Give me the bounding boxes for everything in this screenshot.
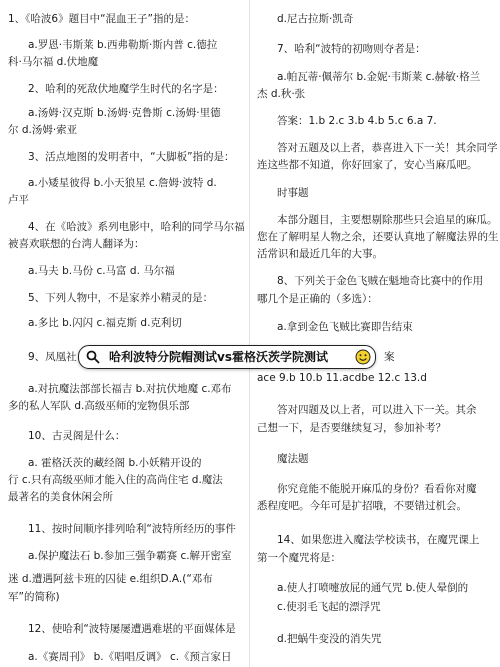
right-text-line: 第一个魔咒将是：	[257, 552, 341, 564]
left-text-line: 多的私人军队 d.高级巫师的宠物俱乐部	[8, 400, 190, 412]
left-text-line: 尔 d.汤姆·索亚	[8, 124, 78, 136]
right-text-line: c.使羽毛飞起的漂浮咒	[277, 601, 381, 613]
right-text-line: 己想一下，是否要继续复习，参加补考？	[257, 422, 446, 434]
left-text-line: 军”的简称)	[8, 591, 60, 603]
left-text-line: 11、按时间顺序排列哈利“波特所经历的事件	[28, 523, 236, 535]
right-text-line: a.帕瓦蒂·佩蒂尔 b.金妮·韦斯莱 c.赫敏·格兰	[277, 71, 481, 83]
right-text-line: ace 9.b 10.b 11.acdbe 12.c 13.d	[257, 372, 427, 384]
right-text-line: d.把蜗牛变没的消失咒	[277, 633, 382, 645]
right-text-line: 7、哈利“波特的初吻则夺者是：	[277, 43, 426, 55]
right-text-line: 哪几个是正确的（多选）：	[257, 293, 378, 305]
right-text-line: 连这些都不知道，你好回家了，安心当麻瓜吧。	[257, 159, 478, 171]
banner-title: 哈利波特分院帽测试vs霍格沃茨学院测试	[109, 350, 328, 364]
right-text-line: 你究竟能不能脱开麻瓜的身份？看看你对魔	[277, 483, 477, 495]
column-divider	[249, 0, 250, 667]
left-text-line: a.对抗魔法部部长福吉 b.对抗伏地魔 c.邓布	[28, 383, 232, 395]
left-text-line: 10、古灵阁是什么：	[28, 430, 126, 442]
smile-icon	[355, 349, 371, 365]
left-text-line: 科·马尔福 d.伏地魔	[8, 56, 99, 68]
right-text-line: 本部分题目，主要想剔除那些只会追星的麻瓜。	[277, 214, 498, 226]
left-text-line: a.罗恩·韦斯莱 b.西弗勒斯·斯内普 c.德拉	[28, 39, 218, 51]
right-text-line: 时事题	[277, 187, 309, 199]
right-text-line: 活常识和最近几年的大事。	[257, 248, 383, 260]
right-text-line: 杰 d.秋·张	[257, 88, 306, 100]
right-text-line: 答对五题及以上者，恭喜进入下一关！其余同学	[277, 142, 498, 154]
search-icon[interactable]	[85, 349, 101, 365]
left-text-line: 12、使哈利“波特屡屡遭遇难堪的平面媒体是	[28, 623, 236, 635]
left-text-line: 被喜欢联想的台湾人翻译为：	[8, 238, 145, 250]
left-text-line: a.《赛周刊》 b.《唱唱反调》 c.《预言家日	[28, 651, 232, 663]
left-text-line: 卢平	[8, 194, 29, 206]
left-text-line: a.小矮星彼得 b.小天狼星 c.詹姆·波特 d.	[28, 177, 217, 189]
right-text-line: a.拿到金色飞贼比赛即告结束	[277, 321, 413, 333]
right-text-line: 悉程度吧。今年可是扩招哦，不要错过机会。	[257, 500, 467, 512]
left-text-line: a.保护魔法石 b.参加三强争霸赛 c.解开密室	[28, 550, 232, 562]
left-text-line: 迷 d.遭遇阿兹卡班的囚徒 e.组织D.A.(“邓布	[8, 573, 213, 585]
right-text-line: 案	[384, 351, 395, 363]
right-text-line: 魔法题	[277, 453, 309, 465]
left-text-line: a.马夫 b.马份 c.马富 d. 马尔福	[28, 265, 175, 277]
left-text-line: a.多比 b.闪闪 c.福克斯 d.克利切	[28, 317, 182, 329]
left-text-line: 4、在《哈波》系列电影中，哈利的同学马尔福	[28, 221, 245, 233]
right-text-line: 14、如果您进入魔法学校读书，在魔咒课上	[277, 534, 480, 546]
right-text-line: 答对四题及以上者，可以进入下一关。其余	[277, 404, 477, 416]
quiz-title-banner[interactable]	[78, 345, 376, 369]
right-text-line: 您在了解明星人物之余，还要认真地了解魔法界的生	[257, 231, 499, 243]
right-text-line: 答案：1.b 2.c 3.b 4.b 5.c 6.a 7.	[277, 115, 437, 127]
left-text-line: 1、《哈波6》题目中“混血王子”指的是：	[8, 13, 195, 25]
left-text-line: 行 c.只有高级巫师才能入住的高尚住宅 d.魔法	[8, 474, 223, 486]
left-text-line: a. 霍格沃茨的藏经阁 b.小妖精开设的	[28, 457, 202, 469]
right-text-line: 8、下列关于金色飞贼在魁地奇比赛中的作用	[277, 275, 484, 287]
left-text-line: 3、活点地图的发明者中，“大脚板”指的是：	[28, 151, 235, 163]
left-text-line: 2、哈利的死敌伏地魔学生时代的名字是：	[28, 83, 224, 95]
right-text-line: a.使人打喷嚏放屁的通气咒 b.使人晕倒的	[277, 582, 469, 594]
right-column	[252, 0, 500, 667]
left-column	[0, 0, 248, 667]
left-text-line: a.汤姆·汉克斯 b.汤姆·克鲁斯 c.汤姆·里德	[28, 107, 221, 119]
left-text-line: 9、凤凰社	[28, 351, 77, 363]
left-text-line: 最著名的美食休闲会所	[8, 491, 113, 503]
right-text-line: d.尼古拉斯·凯奇	[277, 13, 354, 25]
left-text-line: 5、下列人物中，不是家养小精灵的是：	[28, 292, 214, 304]
